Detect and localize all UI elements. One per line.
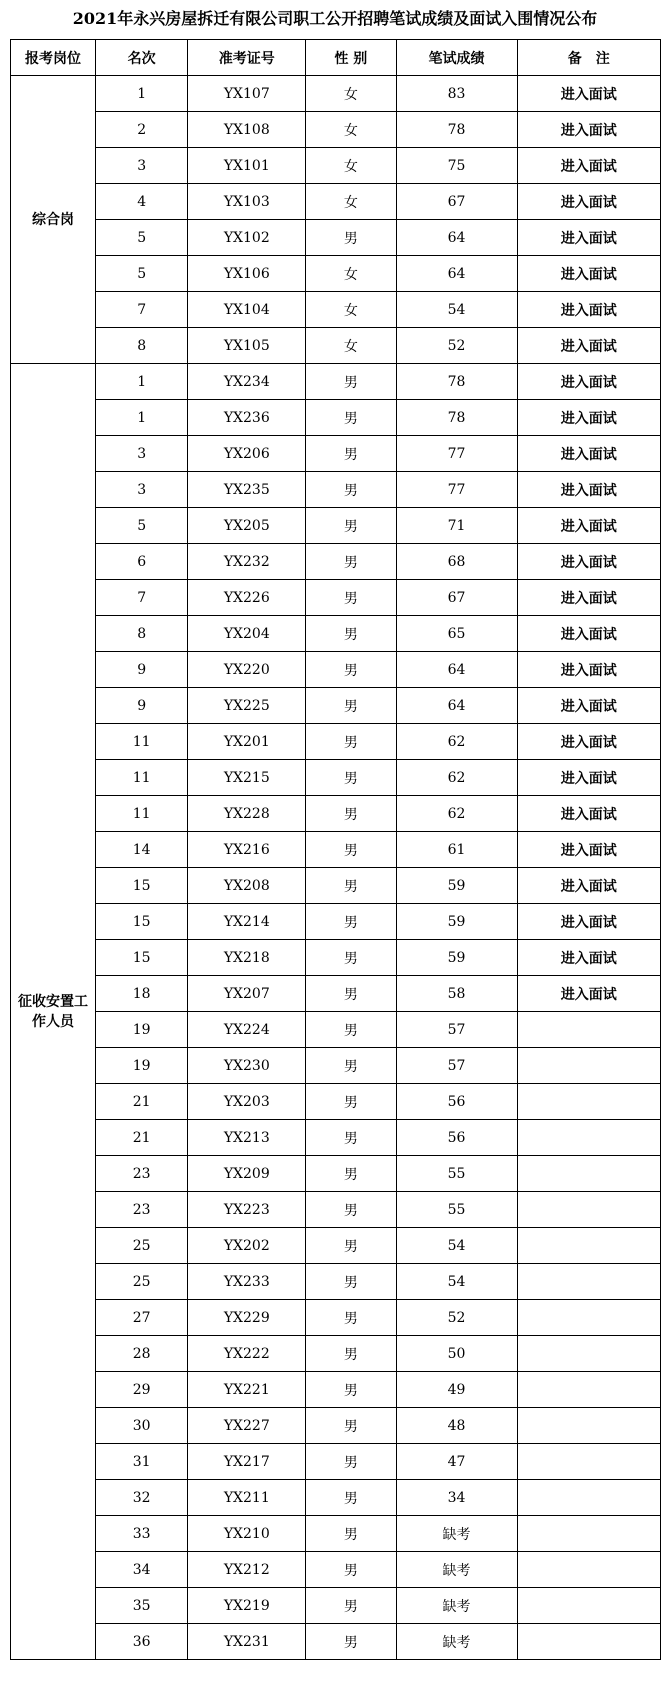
exam-id-cell: YX106: [188, 256, 306, 292]
note-cell: 进入面试: [517, 364, 660, 400]
note-cell: [517, 1228, 660, 1264]
header-row: [11, 40, 661, 76]
table-row: [11, 184, 661, 220]
score-cell: 47: [396, 1444, 517, 1480]
note-cell: 进入面试: [517, 832, 660, 868]
score-cell: 71: [396, 508, 517, 544]
table-row: [11, 652, 661, 688]
score-cell: 34: [396, 1480, 517, 1516]
rank-cell: 19: [95, 1012, 187, 1048]
header-score: 笔试成绩: [396, 40, 517, 76]
gender-cell: 男: [306, 1624, 396, 1660]
gender-cell: 男: [306, 616, 396, 652]
exam-id-cell: YX228: [188, 796, 306, 832]
table-row: [11, 1588, 661, 1624]
rank-cell: 1: [95, 364, 187, 400]
gender-cell: 男: [306, 1192, 396, 1228]
note-cell: 进入面试: [517, 796, 660, 832]
table-row: [11, 868, 661, 904]
note-cell: 进入面试: [517, 688, 660, 724]
exam-id-cell: YX101: [188, 148, 306, 184]
score-table: [10, 39, 661, 1660]
table-row: [11, 1156, 661, 1192]
gender-cell: 男: [306, 868, 396, 904]
header-position: 报考岗位: [11, 40, 96, 76]
exam-id-cell: YX202: [188, 1228, 306, 1264]
rank-cell: 19: [95, 1048, 187, 1084]
rank-cell: 15: [95, 868, 187, 904]
note-cell: [517, 1192, 660, 1228]
table-row: [11, 832, 661, 868]
rank-cell: 25: [95, 1264, 187, 1300]
gender-cell: 男: [306, 1264, 396, 1300]
score-cell: 77: [396, 472, 517, 508]
note-cell: [517, 1480, 660, 1516]
table-row: [11, 1444, 661, 1480]
score-cell: 缺考: [396, 1516, 517, 1552]
note-cell: 进入面试: [517, 184, 660, 220]
rank-cell: 30: [95, 1408, 187, 1444]
table-row: [11, 544, 661, 580]
note-cell: 进入面试: [517, 904, 660, 940]
score-cell: 59: [396, 940, 517, 976]
rank-cell: 6: [95, 544, 187, 580]
exam-id-cell: YX236: [188, 400, 306, 436]
rank-cell: 2: [95, 112, 187, 148]
score-cell: 缺考: [396, 1588, 517, 1624]
position-cell: 征收安置工作人员: [11, 364, 96, 1660]
rank-cell: 21: [95, 1084, 187, 1120]
note-cell: [517, 1084, 660, 1120]
score-cell: 59: [396, 868, 517, 904]
rank-cell: 14: [95, 832, 187, 868]
table-row: [11, 1624, 661, 1660]
score-cell: 55: [396, 1156, 517, 1192]
rank-cell: 23: [95, 1192, 187, 1228]
table-row: [11, 400, 661, 436]
exam-id-cell: YX206: [188, 436, 306, 472]
note-cell: 进入面试: [517, 940, 660, 976]
exam-id-cell: YX224: [188, 1012, 306, 1048]
note-cell: 进入面试: [517, 544, 660, 580]
exam-id-cell: YX219: [188, 1588, 306, 1624]
score-cell: 52: [396, 1300, 517, 1336]
table-row: [11, 760, 661, 796]
gender-cell: 男: [306, 1552, 396, 1588]
table-row: [11, 796, 661, 832]
table-row: [11, 1552, 661, 1588]
exam-id-cell: YX233: [188, 1264, 306, 1300]
note-cell: 进入面试: [517, 652, 660, 688]
score-cell: 56: [396, 1084, 517, 1120]
note-cell: 进入面试: [517, 976, 660, 1012]
gender-cell: 女: [306, 184, 396, 220]
gender-cell: 女: [306, 292, 396, 328]
rank-cell: 15: [95, 940, 187, 976]
rank-cell: 7: [95, 292, 187, 328]
score-cell: 54: [396, 1264, 517, 1300]
score-cell: 59: [396, 904, 517, 940]
gender-cell: 男: [306, 1372, 396, 1408]
table-body: [11, 76, 661, 1660]
table-row: [11, 1480, 661, 1516]
table-row: [11, 1264, 661, 1300]
exam-id-cell: YX210: [188, 1516, 306, 1552]
score-cell: 78: [396, 364, 517, 400]
table-row: [11, 76, 661, 112]
rank-cell: 35: [95, 1588, 187, 1624]
position-cell: 综合岗: [11, 76, 96, 364]
table-row: [11, 1372, 661, 1408]
rank-cell: 34: [95, 1552, 187, 1588]
exam-id-cell: YX213: [188, 1120, 306, 1156]
score-cell: 54: [396, 292, 517, 328]
table-row: [11, 1408, 661, 1444]
rank-cell: 3: [95, 436, 187, 472]
gender-cell: 女: [306, 148, 396, 184]
rank-cell: 9: [95, 652, 187, 688]
gender-cell: 男: [306, 1444, 396, 1480]
score-cell: 48: [396, 1408, 517, 1444]
rank-cell: 28: [95, 1336, 187, 1372]
score-cell: 56: [396, 1120, 517, 1156]
score-cell: 68: [396, 544, 517, 580]
page-title: 2021年永兴房屋拆迁有限公司职工公开招聘笔试成绩及面试入围情况公布: [72, 9, 598, 28]
exam-id-cell: YX226: [188, 580, 306, 616]
rank-cell: 3: [95, 148, 187, 184]
exam-id-cell: YX208: [188, 868, 306, 904]
table-row: [11, 688, 661, 724]
exam-id-cell: YX222: [188, 1336, 306, 1372]
rank-cell: 27: [95, 1300, 187, 1336]
gender-cell: 男: [306, 220, 396, 256]
score-cell: 54: [396, 1228, 517, 1264]
rank-cell: 7: [95, 580, 187, 616]
rank-cell: 31: [95, 1444, 187, 1480]
score-cell: 78: [396, 400, 517, 436]
note-cell: [517, 1624, 660, 1660]
table-row: [11, 1228, 661, 1264]
exam-id-cell: YX104: [188, 292, 306, 328]
table-row: [11, 616, 661, 652]
note-cell: [517, 1264, 660, 1300]
note-cell: 进入面试: [517, 400, 660, 436]
rank-cell: 32: [95, 1480, 187, 1516]
table-row: [11, 1012, 661, 1048]
note-cell: [517, 1408, 660, 1444]
score-cell: 50: [396, 1336, 517, 1372]
gender-cell: 男: [306, 976, 396, 1012]
note-cell: [517, 1444, 660, 1480]
exam-id-cell: YX211: [188, 1480, 306, 1516]
score-cell: 78: [396, 112, 517, 148]
exam-id-cell: YX103: [188, 184, 306, 220]
rank-cell: 5: [95, 508, 187, 544]
score-cell: 64: [396, 220, 517, 256]
rank-cell: 11: [95, 796, 187, 832]
score-cell: 缺考: [396, 1624, 517, 1660]
table-row: [11, 1516, 661, 1552]
table-row: [11, 1084, 661, 1120]
score-cell: 57: [396, 1048, 517, 1084]
rank-cell: 3: [95, 472, 187, 508]
score-cell: 64: [396, 688, 517, 724]
note-cell: [517, 1588, 660, 1624]
exam-id-cell: YX225: [188, 688, 306, 724]
exam-id-cell: YX231: [188, 1624, 306, 1660]
score-cell: 62: [396, 760, 517, 796]
rank-cell: 11: [95, 724, 187, 760]
gender-cell: 男: [306, 1120, 396, 1156]
header-exam-id: 准考证号: [188, 40, 306, 76]
exam-id-cell: YX218: [188, 940, 306, 976]
score-cell: 62: [396, 796, 517, 832]
table-row: [11, 292, 661, 328]
rank-cell: 21: [95, 1120, 187, 1156]
gender-cell: 男: [306, 1084, 396, 1120]
note-cell: [517, 1552, 660, 1588]
table-row: [11, 256, 661, 292]
note-cell: 进入面试: [517, 292, 660, 328]
exam-id-cell: YX214: [188, 904, 306, 940]
table-row: [11, 580, 661, 616]
gender-cell: 男: [306, 472, 396, 508]
exam-id-cell: YX230: [188, 1048, 306, 1084]
table-row: [11, 220, 661, 256]
score-cell: 62: [396, 724, 517, 760]
gender-cell: 男: [306, 1228, 396, 1264]
gender-cell: 男: [306, 1408, 396, 1444]
score-cell: 61: [396, 832, 517, 868]
note-cell: 进入面试: [517, 760, 660, 796]
rank-cell: 8: [95, 328, 187, 364]
gender-cell: 男: [306, 724, 396, 760]
note-cell: [517, 1300, 660, 1336]
gender-cell: 男: [306, 652, 396, 688]
score-cell: 缺考: [396, 1552, 517, 1588]
exam-id-cell: YX221: [188, 1372, 306, 1408]
gender-cell: 男: [306, 1480, 396, 1516]
gender-cell: 男: [306, 1516, 396, 1552]
gender-cell: 女: [306, 256, 396, 292]
score-cell: 77: [396, 436, 517, 472]
table-row: [11, 112, 661, 148]
table-row: [11, 148, 661, 184]
score-cell: 67: [396, 184, 517, 220]
header-rank: 名次: [95, 40, 187, 76]
gender-cell: 男: [306, 1012, 396, 1048]
score-cell: 64: [396, 652, 517, 688]
note-cell: 进入面试: [517, 508, 660, 544]
rank-cell: 11: [95, 760, 187, 796]
gender-cell: 男: [306, 400, 396, 436]
exam-id-cell: YX105: [188, 328, 306, 364]
exam-id-cell: YX227: [188, 1408, 306, 1444]
exam-id-cell: YX107: [188, 76, 306, 112]
gender-cell: 男: [306, 1156, 396, 1192]
note-cell: [517, 1120, 660, 1156]
exam-id-cell: YX232: [188, 544, 306, 580]
note-cell: 进入面试: [517, 724, 660, 760]
gender-cell: 男: [306, 580, 396, 616]
table-row: [11, 1048, 661, 1084]
gender-cell: 男: [306, 1588, 396, 1624]
gender-cell: 男: [306, 796, 396, 832]
gender-cell: 男: [306, 688, 396, 724]
rank-cell: 5: [95, 220, 187, 256]
header-gender: 性 别: [306, 40, 396, 76]
score-cell: 57: [396, 1012, 517, 1048]
exam-id-cell: YX212: [188, 1552, 306, 1588]
gender-cell: 男: [306, 544, 396, 580]
note-cell: 进入面试: [517, 112, 660, 148]
note-cell: 进入面试: [517, 220, 660, 256]
rank-cell: 15: [95, 904, 187, 940]
table-row: [11, 328, 661, 364]
table-row: [11, 472, 661, 508]
gender-cell: 男: [306, 364, 396, 400]
note-cell: [517, 1156, 660, 1192]
rank-cell: 36: [95, 1624, 187, 1660]
note-cell: [517, 1012, 660, 1048]
gender-cell: 男: [306, 508, 396, 544]
note-cell: 进入面试: [517, 148, 660, 184]
exam-id-cell: YX204: [188, 616, 306, 652]
table-row: [11, 940, 661, 976]
score-cell: 83: [396, 76, 517, 112]
table-row: [11, 436, 661, 472]
score-cell: 52: [396, 328, 517, 364]
rank-cell: 1: [95, 76, 187, 112]
exam-id-cell: YX207: [188, 976, 306, 1012]
exam-id-cell: YX215: [188, 760, 306, 796]
rank-cell: 4: [95, 184, 187, 220]
exam-id-cell: YX235: [188, 472, 306, 508]
note-cell: 进入面试: [517, 436, 660, 472]
gender-cell: 男: [306, 1336, 396, 1372]
note-cell: 进入面试: [517, 256, 660, 292]
score-cell: 49: [396, 1372, 517, 1408]
rank-cell: 33: [95, 1516, 187, 1552]
note-cell: 进入面试: [517, 76, 660, 112]
score-cell: 65: [396, 616, 517, 652]
exam-id-cell: YX201: [188, 724, 306, 760]
gender-cell: 男: [306, 904, 396, 940]
score-cell: 64: [396, 256, 517, 292]
exam-id-cell: YX217: [188, 1444, 306, 1480]
rank-cell: 8: [95, 616, 187, 652]
table-row: [11, 1300, 661, 1336]
score-cell: 58: [396, 976, 517, 1012]
gender-cell: 男: [306, 1300, 396, 1336]
table-row: [11, 904, 661, 940]
exam-id-cell: YX102: [188, 220, 306, 256]
gender-cell: 男: [306, 436, 396, 472]
exam-id-cell: YX220: [188, 652, 306, 688]
exam-id-cell: YX229: [188, 1300, 306, 1336]
table-row: [11, 1192, 661, 1228]
exam-id-cell: YX205: [188, 508, 306, 544]
score-cell: 75: [396, 148, 517, 184]
table-row: [11, 508, 661, 544]
table-row: [11, 1336, 661, 1372]
rank-cell: 9: [95, 688, 187, 724]
table-row: [11, 976, 661, 1012]
exam-id-cell: YX209: [188, 1156, 306, 1192]
note-cell: 进入面试: [517, 472, 660, 508]
note-cell: [517, 1048, 660, 1084]
gender-cell: 女: [306, 112, 396, 148]
gender-cell: 男: [306, 832, 396, 868]
note-cell: 进入面试: [517, 868, 660, 904]
gender-cell: 男: [306, 940, 396, 976]
exam-id-cell: YX203: [188, 1084, 306, 1120]
exam-id-cell: YX223: [188, 1192, 306, 1228]
table-row: [11, 1120, 661, 1156]
rank-cell: 5: [95, 256, 187, 292]
gender-cell: 女: [306, 328, 396, 364]
table-row: [11, 724, 661, 760]
note-cell: [517, 1516, 660, 1552]
score-cell: 67: [396, 580, 517, 616]
note-cell: [517, 1372, 660, 1408]
gender-cell: 女: [306, 76, 396, 112]
exam-id-cell: YX216: [188, 832, 306, 868]
rank-cell: 29: [95, 1372, 187, 1408]
note-cell: 进入面试: [517, 580, 660, 616]
note-cell: 进入面试: [517, 328, 660, 364]
rank-cell: 18: [95, 976, 187, 1012]
header-note: 备 注: [517, 40, 660, 76]
note-cell: [517, 1336, 660, 1372]
score-cell: 55: [396, 1192, 517, 1228]
rank-cell: 23: [95, 1156, 187, 1192]
exam-id-cell: YX108: [188, 112, 306, 148]
exam-id-cell: YX234: [188, 364, 306, 400]
rank-cell: 25: [95, 1228, 187, 1264]
gender-cell: 男: [306, 760, 396, 796]
rank-cell: 1: [95, 400, 187, 436]
table-row: [11, 364, 661, 400]
note-cell: 进入面试: [517, 616, 660, 652]
gender-cell: 男: [306, 1048, 396, 1084]
